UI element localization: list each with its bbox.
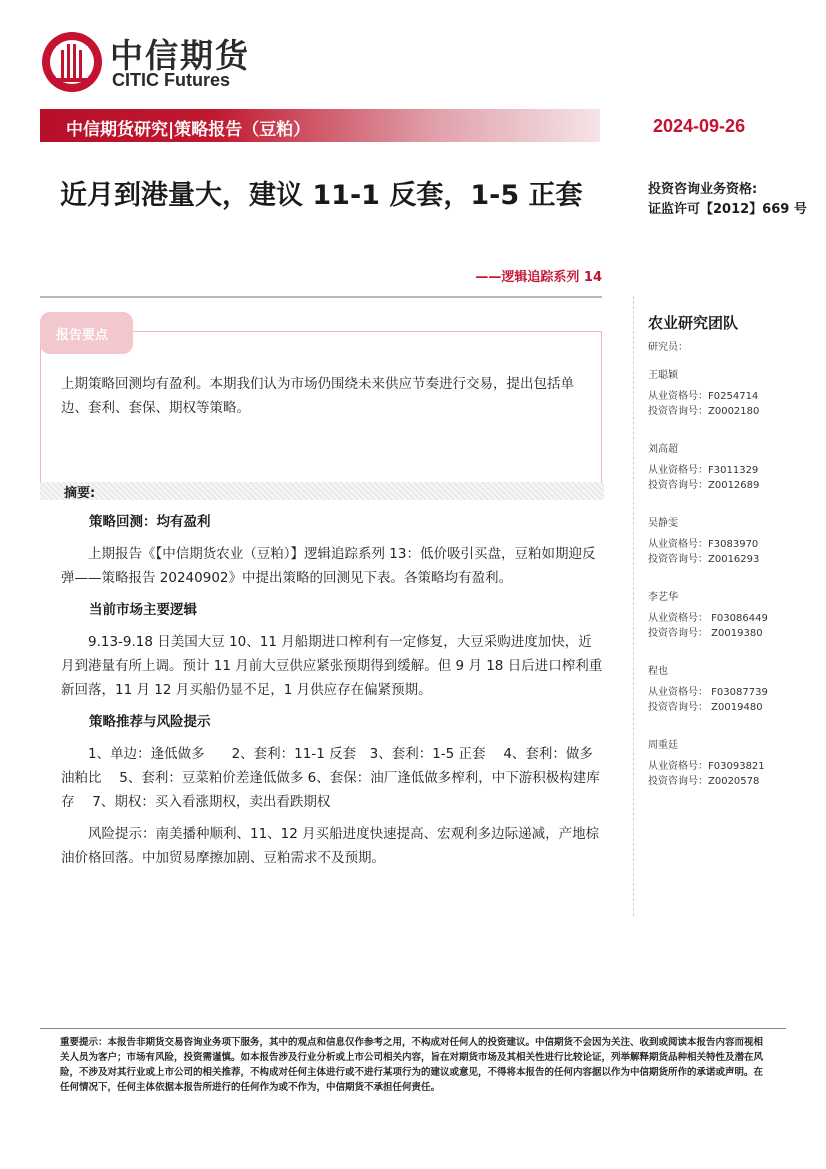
team-member xyxy=(648,516,818,590)
banner-title: 中信期货研究|策略报告（豆粕） xyxy=(66,120,311,140)
abstract-body xyxy=(61,510,603,878)
team-member xyxy=(648,442,818,516)
team-member xyxy=(648,664,818,738)
qualification-line1: 投资咨询业务资格: xyxy=(648,182,758,197)
member-name: 李艺华 xyxy=(648,592,678,603)
member-name: 王聪颖 xyxy=(648,370,678,381)
title-divider xyxy=(40,296,602,298)
abstract-bar xyxy=(40,482,604,500)
banner-accent xyxy=(40,109,46,142)
member-license: 从业资格号：F3011329 xyxy=(648,465,759,476)
report-title: 近月到港量大，建议 11-1 反套，1-5 正套 xyxy=(60,180,583,211)
team-member xyxy=(648,738,818,812)
team-members xyxy=(648,368,818,812)
member-consult: 投资咨询号：Z0012689 xyxy=(648,480,760,491)
member-license: 从业资格号：F3083970 xyxy=(648,539,759,550)
report-series: ——逻辑追踪系列 14 xyxy=(475,270,602,285)
disclaimer: 重要提示：本报告非期货交易咨询业务项下服务，其中的观点和信息仅作参考之用，不构成对任何人的投资建议。中信期货不会因为关注、收到或阅读本报告内容而视相关人员为客户；市场有风险，投资需谨慎。如本报告涉及行业分析或上市公司相关内容，旨在对期货市场及其相关性进行比较论证，列举解释期货品种相关特性及潜在风险，不涉及对其行业或上市公司的相关推荐，不构成对任何主体进行或不进行某项行为的建议或意见，不得将本报告的任何内容据以作为中信期货所作的承诺或声明。在任何情况下，任何主体依据本报告所进行的任何作为或不作为，中信期货不承担任何责任。 xyxy=(60,1037,764,1093)
team-title: 农业研究团队 xyxy=(648,314,739,332)
qualification xyxy=(648,180,807,220)
member-consult: 投资咨询号： Z0019380 xyxy=(648,628,763,639)
citic-logo-icon xyxy=(40,30,104,94)
qualification-line2: 证监许可【2012】669 号 xyxy=(648,202,807,217)
member-consult: 投资咨询号： Z0019480 xyxy=(648,702,763,713)
disclaimer-divider xyxy=(40,1028,786,1029)
member-license: 从业资格号： F03087739 xyxy=(648,687,768,698)
team-member xyxy=(648,590,818,664)
key-points-label: 报告要点 xyxy=(56,328,109,343)
key-points-text: 上期策略回测均有盈利。本期我们认为市场仍围绕未来供应节奏进行交易，提出包括单边、套利、套保、期权等策略。 xyxy=(61,376,574,416)
member-license: 从业资格号：F0254714 xyxy=(648,391,759,402)
member-name: 刘高超 xyxy=(648,444,678,455)
abstract-label: 摘要: xyxy=(64,486,96,501)
report-date: 2024-09-26 xyxy=(653,116,746,136)
section-paragraph: 1、单边：逢低做多 2、套利：11-1 反套 3、套利：1-5 正套 4、套利：做多油粕比 5、套利：豆菜粕价差逢低做多 6、套保：油厂逢低做多榨利，中下游积极构建库存 7、期权：买入看涨期权，卖出看跌期权 xyxy=(61,746,600,810)
column-divider xyxy=(633,296,634,916)
logo-chinese: 中信期货 xyxy=(110,36,250,75)
member-consult: 投资咨询号：Z0002180 xyxy=(648,406,760,417)
member-name: 程也 xyxy=(648,666,668,677)
member-name: 吴静雯 xyxy=(648,518,678,529)
member-name: 周重廷 xyxy=(648,740,678,751)
member-consult: 投资咨询号：Z0020578 xyxy=(648,776,760,787)
logo-english: CITIC Futures xyxy=(112,70,231,90)
member-license: 从业资格号： F03086449 xyxy=(648,613,768,624)
section-paragraph: 风险提示：南美播种顺利、11、12 月买船进度快速提高、宏观利多边际递减，产地棕油价格回落。中加贸易摩擦加剧、豆粕需求不及预期。 xyxy=(61,826,600,866)
team-subtitle: 研究员： xyxy=(648,342,688,353)
section-heading: 策略推荐与风险提示 xyxy=(89,714,211,730)
section-heading: 策略回测：均有盈利 xyxy=(89,514,211,530)
member-license: 从业资格号：F03093821 xyxy=(648,761,765,772)
member-consult: 投资咨询号：Z0016293 xyxy=(648,554,760,565)
team-member xyxy=(648,368,818,442)
section-heading: 当前市场主要逻辑 xyxy=(89,602,197,618)
section-paragraph: 9.13-9.18 日美国大豆 10、11 月船期进口榨利有一定修复，大豆采购进度加快，近月到港量有所上调。预计 11 月前大豆供应紧张预期得到缓解。但 9 月 18 日后进口榨利重新回落，11 月 12 月买船仍显不足，1 月供应存在偏紧预期。 xyxy=(61,634,603,698)
section-paragraph: 上期报告《【中信期货农业（豆粕）】逻辑追踪系列 13：低价吸引买盘，豆粕如期迎反弹——策略报告 20240902》中提出策略的回测见下表。各策略均有盈利。 xyxy=(61,546,596,586)
